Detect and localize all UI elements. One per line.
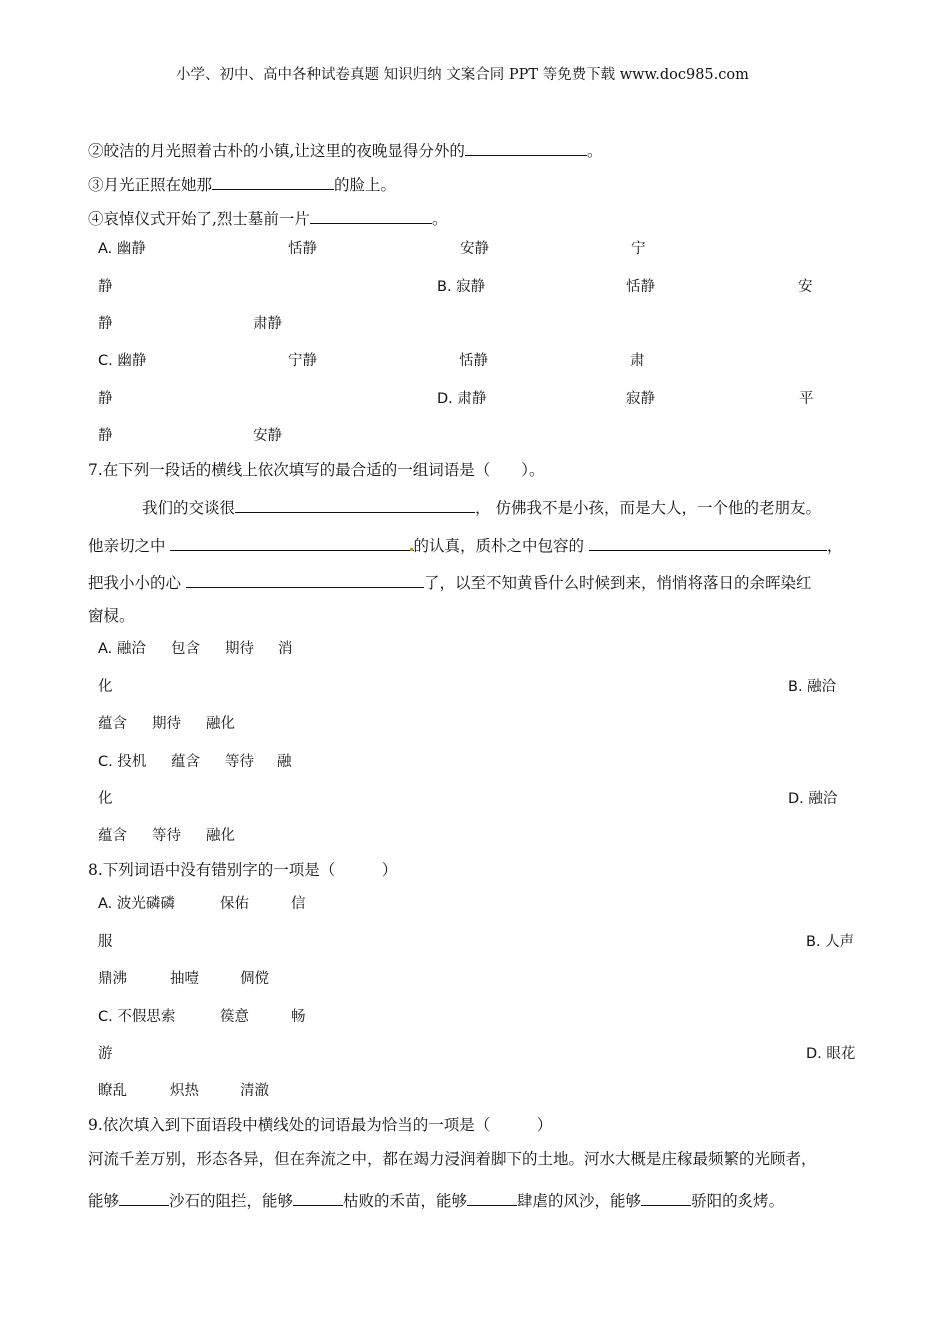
- q6-s2-after: 。: [586, 142, 603, 160]
- q7-p2-after: ，: [826, 537, 843, 555]
- q7-blank-3[interactable]: [589, 535, 827, 551]
- q6-s3-blank[interactable]: [212, 174, 334, 190]
- q6-option-c-2: 宁静: [288, 353, 317, 369]
- q7-option-c-wrap: 化: [98, 791, 113, 807]
- q8-option-a-3: 信: [291, 896, 306, 912]
- q9-p2-a: 能够: [88, 1192, 120, 1210]
- q7-p1-after: ， 仿佛我不是小孩，而是大人，一个他的老朋友。: [475, 499, 821, 517]
- q7-option-c-2: 蕴含: [171, 754, 200, 770]
- q7-paragraph-line-3: [88, 572, 811, 592]
- q7-option-a-3: 期待: [225, 641, 254, 657]
- q8-option-d-1: 瞭乱: [98, 1083, 127, 1099]
- q7-option-a-4: 消: [278, 641, 293, 657]
- q7-paragraph-line-4: 窗棂。: [88, 607, 135, 625]
- q7-p2-mid: 的认真，质朴之中包容的: [413, 537, 584, 555]
- q7-option-d-label[interactable]: D. 融洽: [788, 791, 838, 807]
- q7-p3-after: 了，以至不知黄昏什么时候到来，悄悄将落日的余晖染红: [423, 574, 812, 592]
- q8-option-b-2: 抽噎: [170, 971, 199, 987]
- q9-p2-b: 沙石的阻拦，能够: [169, 1192, 294, 1210]
- q7-blank-4[interactable]: [186, 572, 424, 588]
- q8-option-c-2: 篌意: [220, 1009, 249, 1025]
- q9-blank-4[interactable]: [641, 1190, 691, 1206]
- q9-blank-2[interactable]: [293, 1190, 343, 1206]
- q6-sentence-2: [88, 140, 602, 160]
- q6-sentence-3: [88, 174, 396, 194]
- q6-option-a-1[interactable]: A. 幽静: [98, 241, 146, 257]
- q6-option-a-4: 宁: [631, 241, 646, 257]
- q6-option-d-wrap-2: 安静: [253, 428, 282, 444]
- q8-option-c-1[interactable]: C. 不假思索: [98, 1009, 176, 1025]
- q6-s3-before: ③月光正照在她那: [88, 176, 213, 194]
- q9-blank-1[interactable]: [119, 1190, 169, 1206]
- q6-option-b-wrap-1: 静: [98, 316, 113, 332]
- q6-option-a-2: 恬静: [288, 241, 317, 257]
- q6-s4-blank[interactable]: [310, 208, 432, 224]
- q8-stem: 8.下列词语中没有错别字的一项是（ ）: [88, 861, 398, 879]
- q6-option-c-1[interactable]: C. 幽静: [98, 353, 147, 369]
- q7-option-c-4: 融: [277, 754, 292, 770]
- q8-option-b-3: 倜傥: [240, 971, 269, 987]
- q6-option-c-wrap: 静: [98, 391, 113, 407]
- q7-option-b-3: 融化: [206, 716, 235, 732]
- q7-option-a-1[interactable]: A. 融洽: [98, 641, 146, 657]
- q6-option-d-wrap-1: 静: [98, 428, 113, 444]
- q7-p2-before: 他亲切之中: [88, 537, 166, 555]
- q9-p2-e: 骄阳的炙烤。: [691, 1192, 785, 1210]
- q9-paragraph-line-2: [88, 1190, 784, 1210]
- q7-option-b-1: 蕴含: [98, 716, 127, 732]
- q6-option-a-3: 安静: [460, 241, 489, 257]
- q6-option-b-wrap-2: 肃静: [253, 316, 282, 332]
- page-header: 小学、初中、高中各种试卷真题 知识归纳 文案合同 PPT 等免费下载 www.doc985.com: [176, 67, 749, 83]
- q8-option-a-2: 保佑: [220, 896, 249, 912]
- q7-option-a-2: 包含: [171, 641, 200, 657]
- q7-option-a-wrap: 化: [98, 679, 113, 695]
- q7-blank-1[interactable]: [235, 497, 475, 513]
- q8-option-b-1: 鼎沸: [98, 971, 127, 987]
- q7-p3-before: 把我小小的心: [88, 574, 182, 592]
- q9-paragraph-line-1: 河流千差万别，形态各异，但在奔流之中，都在竭力浸润着脚下的土地。河水大概是庄稼最频繁的光顾者，: [88, 1150, 817, 1168]
- q8-option-a-wrap: 服: [98, 934, 113, 950]
- q7-option-c-3: 等待: [225, 754, 254, 770]
- q8-option-d-label[interactable]: D. 眼花: [806, 1046, 856, 1062]
- q6-option-a-wrap: 静: [98, 279, 113, 295]
- q7-blank-2[interactable]: [170, 535, 414, 551]
- q7-option-d-3: 融化: [206, 828, 235, 844]
- q6-option-d-2: 寂静: [626, 391, 655, 407]
- q8-option-a-1[interactable]: A. 波光磷磷: [98, 896, 175, 912]
- q7-stem: 7.在下列一段话的横线上依次填写的最合适的一组词语是（ ）。: [88, 461, 545, 479]
- q8-option-b-label[interactable]: B. 人声: [806, 934, 855, 950]
- q9-p2-c: 枯败的禾苗，能够: [343, 1192, 468, 1210]
- q9-p2-d: 肆虐的风沙，能够: [517, 1192, 642, 1210]
- q6-option-d-1[interactable]: D. 肃静: [437, 391, 487, 407]
- q6-s2-blank[interactable]: [465, 140, 587, 156]
- q6-option-b-3: 安: [798, 279, 813, 295]
- q7-option-d-2: 等待: [152, 828, 181, 844]
- q6-option-b-2: 恬静: [626, 279, 655, 295]
- q6-option-c-3: 恬静: [459, 353, 488, 369]
- q7-option-c-1[interactable]: C. 投机: [98, 754, 147, 770]
- q6-option-b-1[interactable]: B. 寂静: [437, 279, 486, 295]
- q6-option-d-3: 平: [799, 391, 814, 407]
- q6-s4-before: ④哀悼仪式开始了,烈士墓前一片: [88, 210, 310, 228]
- q6-sentence-4: [88, 208, 447, 228]
- q6-s2-before: ②皎洁的月光照着古朴的小镇,让这里的夜晚显得分外的: [88, 142, 465, 160]
- q8-option-c-wrap: 游: [98, 1046, 113, 1062]
- q7-p1-before: 我们的交谈很: [142, 499, 236, 517]
- q7-option-d-1: 蕴含: [98, 828, 127, 844]
- q6-s3-after: 的脸上。: [334, 176, 397, 194]
- q9-stem: 9.依次填入到下面语段中横线处的词语最为恰当的一项是（ ）: [88, 1116, 553, 1134]
- q6-option-c-4: 肃: [630, 353, 645, 369]
- q7-option-b-2: 期待: [152, 716, 181, 732]
- q7-paragraph-line-1: [142, 497, 821, 517]
- q8-option-d-3: 清澈: [240, 1083, 269, 1099]
- q8-option-d-2: 炽热: [170, 1083, 199, 1099]
- q7-paragraph-line-2: [88, 535, 842, 555]
- q6-s4-after: 。: [431, 210, 448, 228]
- q8-option-c-3: 畅: [291, 1009, 306, 1025]
- q7-option-b-label[interactable]: B. 融洽: [788, 679, 837, 695]
- q9-blank-3[interactable]: [467, 1190, 517, 1206]
